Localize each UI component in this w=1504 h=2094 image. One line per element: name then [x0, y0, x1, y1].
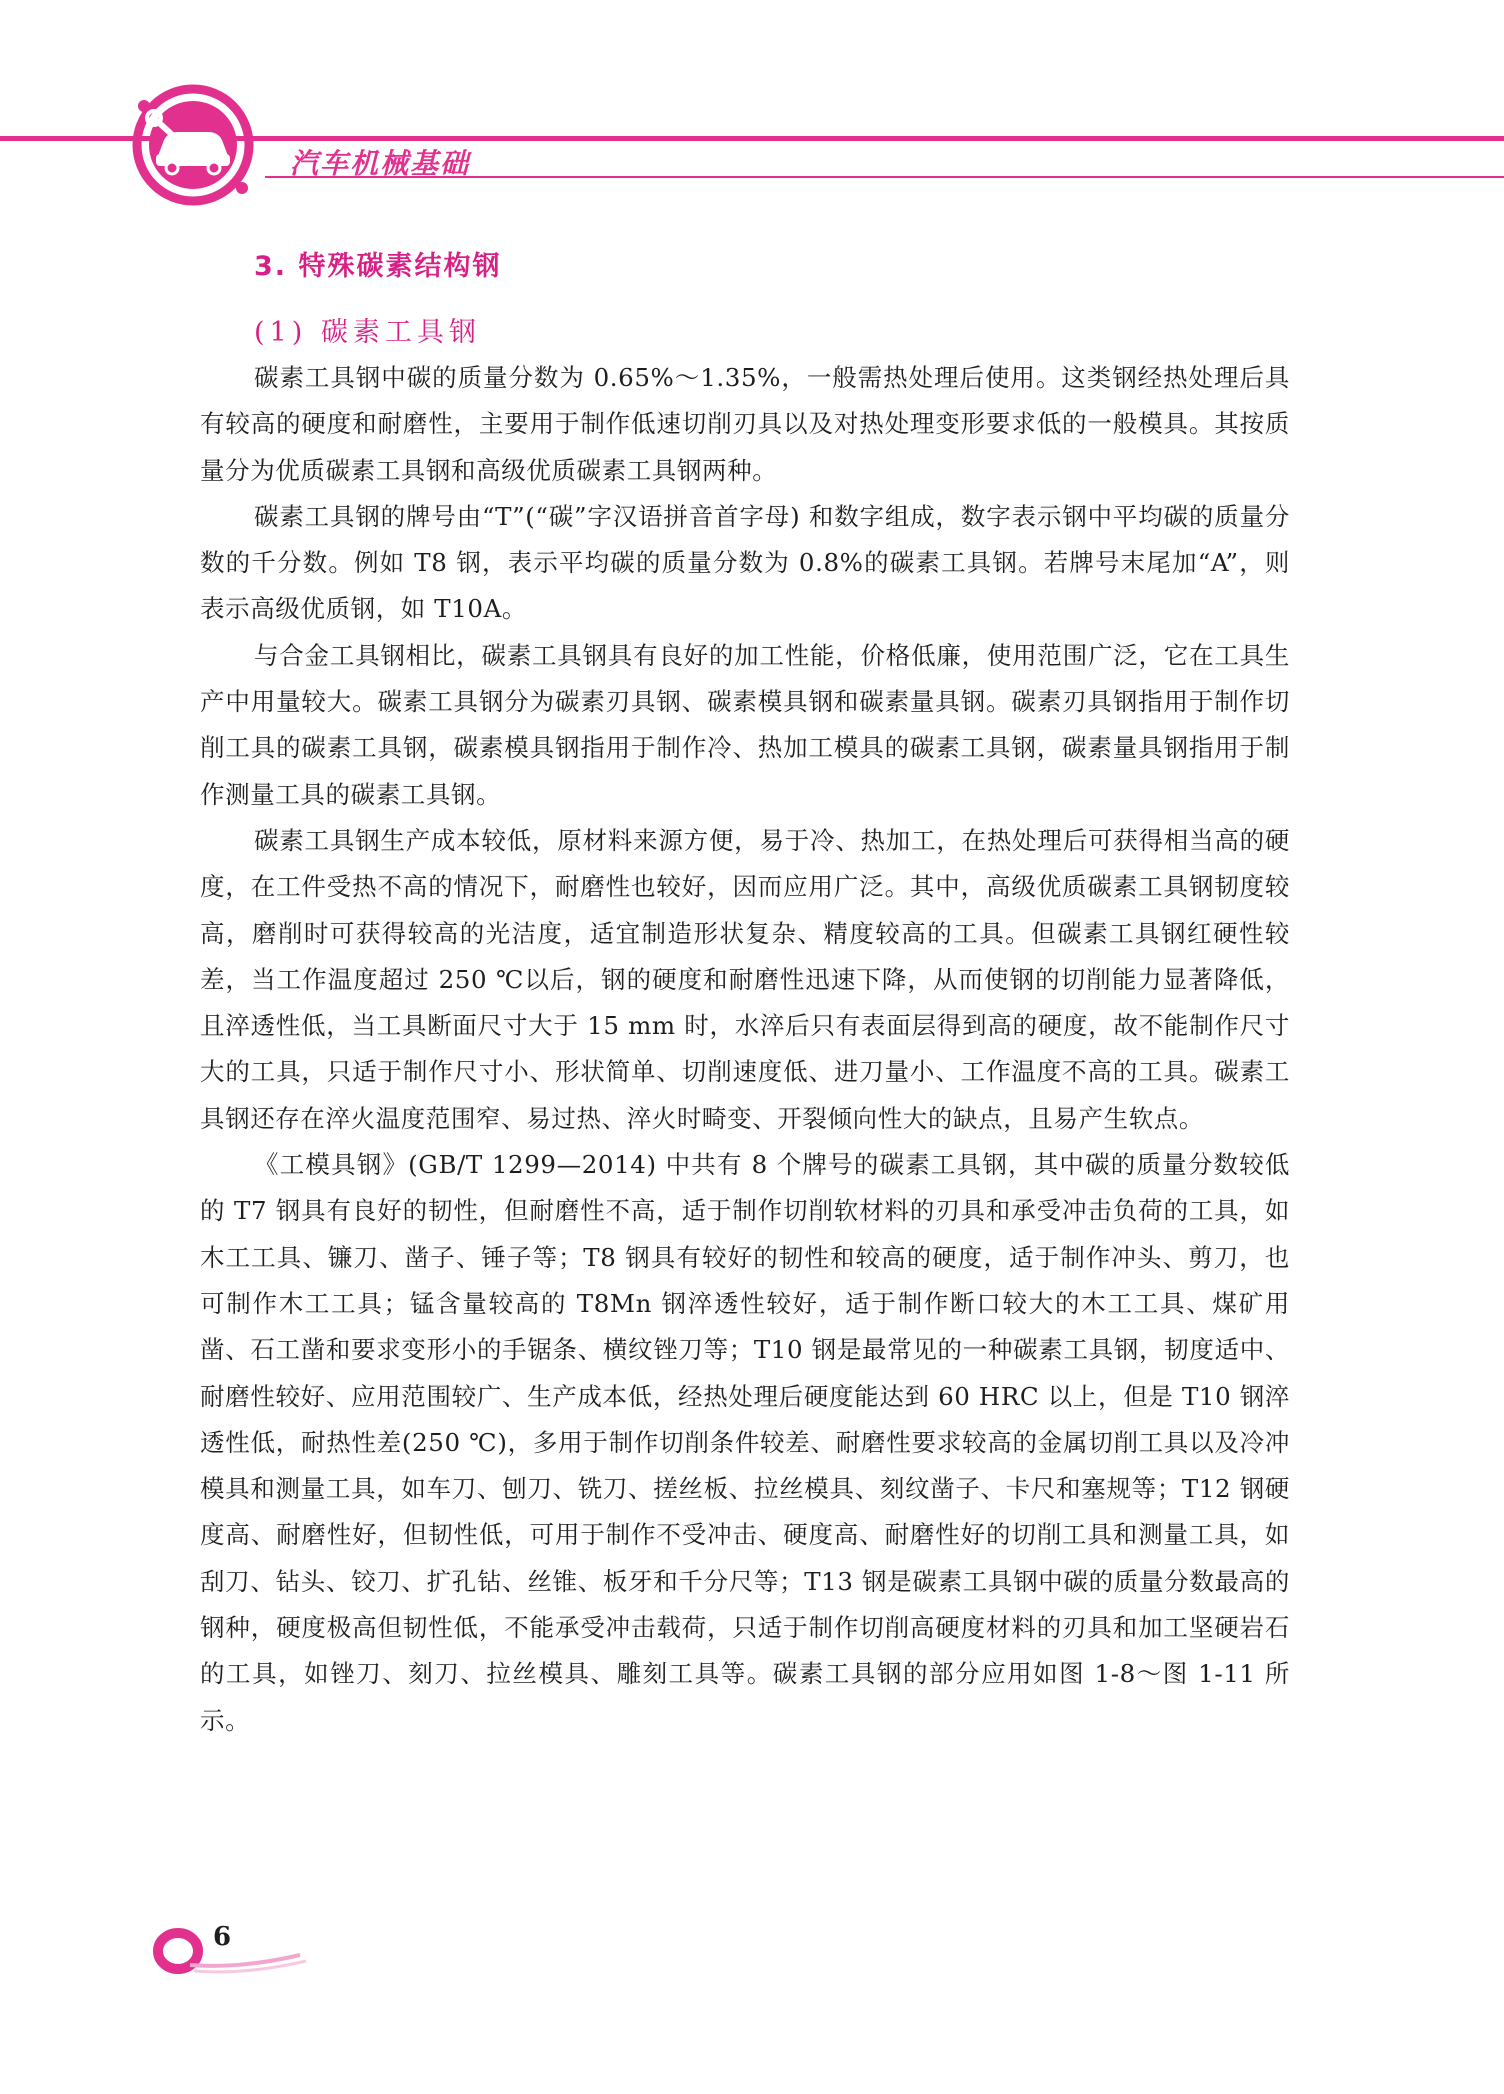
paragraph: 碳素工具钢中碳的质量分数为 0.65%～1.35%，一般需热处理后使用。这类钢经热处理后具有较高的硬度和耐磨性，主要用于制作低速切削刃具以及对热处理变形要求低的一般模具。其按质量分为优质碳素工具钢和高级优质碳素工具钢两种。 [200, 363, 1290, 485]
section-heading: 3. 特殊碳素结构钢 [254, 251, 502, 282]
paragraph: 碳素工具钢的牌号由“T”(“碳”字汉语拼音首字母) 和数字组成，数字表示钢中平均碳的质量分数的千分数。例如 T8 钢，表示平均碳的质量分数为 0.8%的碳素工具钢。若牌号末尾加“A”，则表示高级优质钢，如 T10A。 [200, 501, 1290, 624]
car-wrench-icon [128, 80, 258, 210]
paragraph: 《工模具钢》(GB/T 1299—2014) 中共有 8 个牌号的碳素工具钢，其中碳的质量分数较低的 T7 钢具有良好的韧性，但耐磨性不高，适于制作切削软材料的刃具和承受冲击负荷的工具，如木工工具、镰刀、凿子、锤子等；T8 钢具有较好的韧性和较高的硬度，适于制作冲头、剪刀，也可制作木工工具；锰含量较高的 T8Mn 钢淬透性较好，适于制作断口较大的木工工具、煤矿用凿、石工凿和要求变形小的手锯条、横纹锉刀等；T10 钢是最常见的一种碳素工具钢，韧度适中、耐磨性较好、应用范围较广、生产成本低，经热处理后硬度能达到 60 HRC 以上，但是 T10 钢淬透性低，耐热性差(250 ℃)，多用于制作切削条件较差、耐磨性要求较高的金属切削工具以及冷冲模具和测量工具，如车刀、刨刀、铣刀、搓丝板、拉丝模具、刻纹凿子、卡尺和塞规等；T12 钢硬度高、耐磨性好，但韧性低，可用于制作不受冲击、硬度高、耐磨性好的切削工具和测量工具，如刮刀、钻头、铰刀、扩孔钻、丝锥、板牙和千分尺等；T13 钢是碳素工具钢中碳的质量分数最高的钢种，硬度极高但韧性低，不能承受冲击载荷，只适于制作切削高硬度材料的刃具和加工坚硬岩石的工具，如锉刀、刻刀、拉丝模具、雕刻工具等。碳素工具钢的部分应用如图 1-8～图 1-11 所示。 [200, 1150, 1290, 1735]
paragraph: 与合金工具钢相比，碳素工具钢具有良好的加工性能，价格低廉，使用范围广泛，它在工具生产中用量较大。碳素工具钢分为碳素刃具钢、碳素模具钢和碳素量具钢。碳素刃具钢指用于制作切削工具的碳素工具钢，碳素模具钢指用于制作冷、热加工模具的碳素工具钢，碳素量具钢指用于制作测量工具的碳素工具钢。 [200, 640, 1290, 809]
paragraph: 碳素工具钢生产成本较低，原材料来源方便，易于冷、热加工，在热处理后可获得相当高的硬度，在工件受热不高的情况下，耐磨性也较好，因而应用广泛。其中，高级优质碳素工具钢韧度较高，磨削时可获得较高的光洁度，适宜制造形状复杂、精度较高的工具。但碳素工具钢红硬性较差，当工作温度超过 250 ℃以后，钢的硬度和耐磨性迅速下降，从而使钢的切削能力显著降低，且淬透性低，当工具断面尺寸大于 15 mm 时，水淬后只有表面层得到高的硬度，故不能制作尺寸大的工具，只适于制作尺寸小、形状简单、切削速度低、进刀量小、工作温度不高的工具。碳素工具钢还存在淬火温度范围窄、易过热、淬火时畸变、开裂倾向性大的缺点，且易产生软点。 [200, 825, 1290, 1133]
body-text [200, 355, 1290, 1744]
page-number: 6 [213, 1922, 232, 1952]
book-title: 汽车机械基础 [290, 147, 471, 180]
sub-heading: (1) 碳素工具钢 [254, 317, 481, 348]
